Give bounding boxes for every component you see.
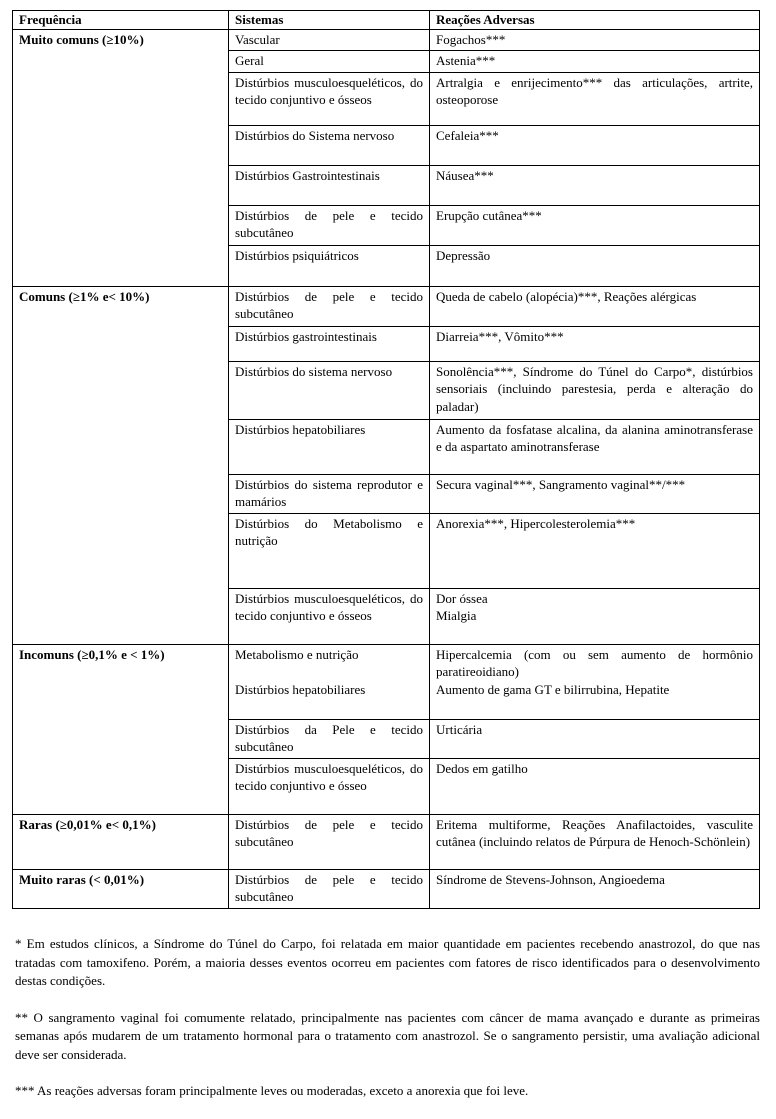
table-row: [13, 869, 760, 908]
table-row: [13, 644, 760, 719]
system-cell: Distúrbios Gastrointestinais: [229, 165, 430, 205]
table-row: [13, 29, 760, 51]
table-row: [13, 286, 760, 326]
system-cell: Distúrbios musculoesqueléticos, do tecido conjuntivo e ósseos: [229, 588, 430, 644]
header-adverse-reactions: Reações Adversas: [430, 11, 760, 30]
system-cell: Distúrbios do Metabolismo e nutrição: [229, 513, 430, 588]
footnote-vaginal-bleeding: ** O sangramento vaginal foi comumente relatado, principalmente nas pacientes com câncer de mama avançado e durante as primeiras semanas após mudarem de um tratamento hormonal para o tratamento com anastrozol. Se o sangramento persistir, uma avaliação adicional deve ser considerada.: [15, 1009, 760, 1062]
reaction-cell: Síndrome de Stevens-Johnson, Angioedema: [430, 869, 760, 908]
header-frequency: Frequência: [13, 11, 229, 30]
system-cell: Distúrbios gastrointestinais: [229, 326, 430, 361]
frequency-cell: Muito comuns (≥10%): [13, 29, 229, 286]
system-cell: Distúrbios de pele e tecido subcutâneo: [229, 205, 430, 245]
frequency-cell: Muito raras (< 0,01%): [13, 869, 229, 908]
system-cell: Distúrbios musculoesqueléticos, do tecido conjuntivo e ósseos: [229, 72, 430, 125]
reaction-cell: Diarreia***, Vômito***: [430, 326, 760, 361]
reaction-cell: Erupção cutânea***: [430, 205, 760, 245]
reaction-cell: Anorexia***, Hipercolesterolemia***: [430, 513, 760, 588]
reaction-cell: Cefaleia***: [430, 125, 760, 165]
reaction-cell: Queda de cabelo (alopécia)***, Reações alérgicas: [430, 286, 760, 326]
header-systems: Sistemas: [229, 11, 430, 30]
system-cell: Distúrbios da Pele e tecido subcutâneo: [229, 719, 430, 758]
reaction-cell: Dor óssea Mialgia: [430, 588, 760, 644]
footnote-severity: *** As reações adversas foram principalmente leves ou moderadas, exceto a anorexia que foi leve.: [15, 1083, 529, 1098]
adverse-reactions-table: [12, 10, 760, 909]
table-body: [13, 29, 760, 908]
system-cell: Distúrbios de pele e tecido subcutâneo: [229, 814, 430, 869]
frequency-cell: Raras (≥0,01% e< 0,1%): [13, 814, 229, 869]
table-header-row: [13, 11, 760, 30]
reaction-cell: Hipercalcemia (com ou sem aumento de hormônio paratireoidiano) Aumento de gama GT e bilirrubina, Hepatite: [430, 644, 760, 719]
reaction-cell: Depressão: [430, 245, 760, 286]
table-row: [13, 814, 760, 869]
footnote-carpal-tunnel: * Em estudos clínicos, a Síndrome do Túnel do Carpo, foi relatada em maior quantidade em pacientes recebendo anastrozol, do que nas tratadas com tamoxifeno. Porém, a maioria desses eventos ocorreu em pacientes com fatores de risco identificados para o desenvolvimento destas condições.: [15, 936, 760, 988]
system-cell: Distúrbios musculoesqueléticos, do tecido conjuntivo e ósseo: [229, 758, 430, 814]
reaction-cell: Eritema multiforme, Reações Anafilactoides, vasculite cutânea (incluindo relatos de Púrpura de Henoch-Schönlein): [430, 814, 760, 869]
system-cell: Distúrbios hepatobiliares: [229, 419, 430, 474]
system-cell: Distúrbios do Sistema nervoso: [229, 125, 430, 165]
reaction-cell: Secura vaginal***, Sangramento vaginal**/***: [430, 474, 760, 513]
system-cell: Metabolismo e nutrição Distúrbios hepatobiliares: [229, 644, 430, 719]
system-cell: Vascular: [229, 29, 430, 51]
reaction-cell: Fogachos***: [430, 29, 760, 51]
system-cell: Distúrbios psiquiátricos: [229, 245, 430, 286]
reaction-cell: Aumento da fosfatase alcalina, da alanina aminotransferase e da aspartato aminotransferase: [430, 419, 760, 474]
system-cell: Geral: [229, 51, 430, 73]
system-cell: Distúrbios do sistema nervoso: [229, 361, 430, 419]
reaction-cell: Astenia***: [430, 51, 760, 73]
system-cell: Distúrbios de pele e tecido subcutâneo: [229, 869, 430, 908]
reaction-cell: Artralgia e enrijecimento*** das articulações, artrite, osteoporose: [430, 72, 760, 125]
system-cell: Distúrbios do sistema reprodutor e mamários: [229, 474, 430, 513]
reaction-cell: Sonolência***, Síndrome do Túnel do Carpo*, distúrbios sensoriais (incluindo parestesia, perda e alteração do paladar): [430, 361, 760, 419]
frequency-cell: Incomuns (≥0,1% e < 1%): [13, 644, 229, 814]
frequency-cell: Comuns (≥1% e< 10%): [13, 286, 229, 644]
reaction-cell: Dedos em gatilho: [430, 758, 760, 814]
system-cell: Distúrbios de pele e tecido subcutâneo: [229, 286, 430, 326]
reaction-cell: Náusea***: [430, 165, 760, 205]
reaction-cell: Urticária: [430, 719, 760, 758]
footnotes: [15, 935, 760, 1119]
